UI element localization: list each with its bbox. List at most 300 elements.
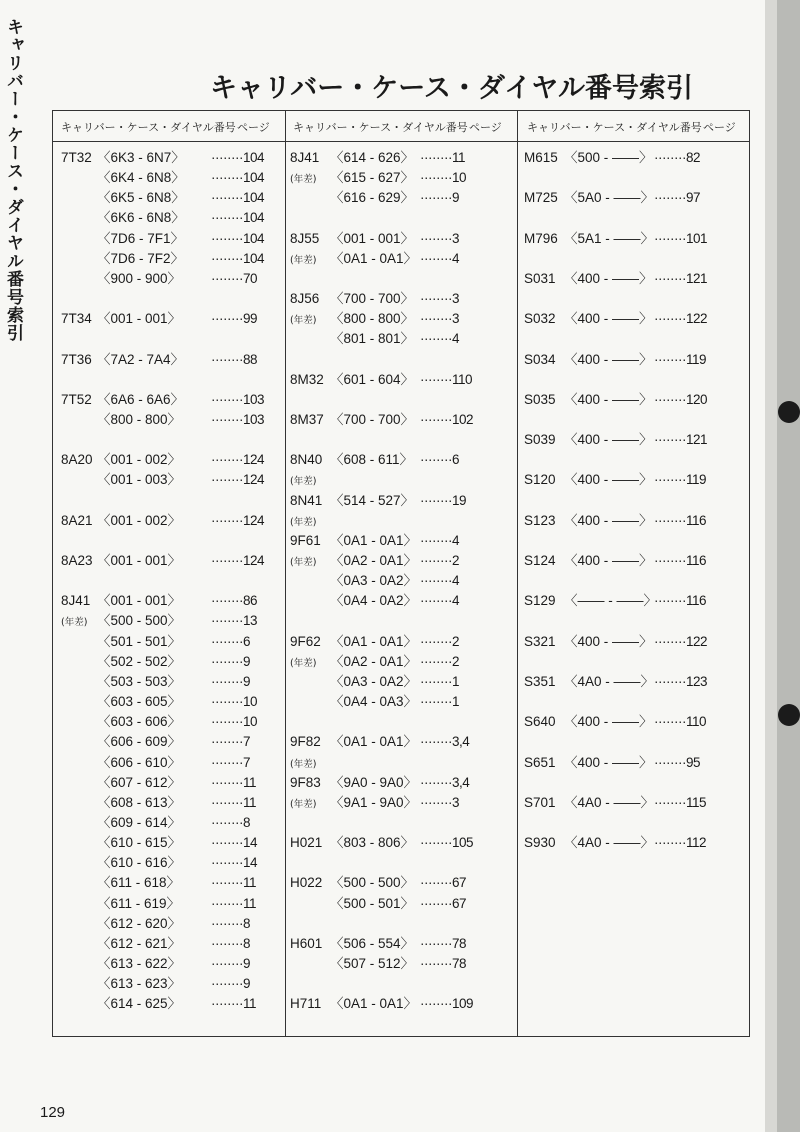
case-dial-range: 〈400 - ――〉 — [564, 432, 653, 448]
annual-note: (年差) — [290, 798, 317, 810]
dot-leader: ········ — [211, 210, 243, 226]
page-reference — [420, 229, 459, 249]
dot-leader: ········ — [211, 754, 243, 770]
page-reference — [420, 652, 459, 672]
case-dial-range: 〈400 - ――〉 — [564, 351, 653, 367]
dot-leader: ········ — [211, 976, 243, 992]
page-title: キャリバー・ケース・ダイヤル番号索引 — [210, 73, 694, 104]
caliber-code: M725 — [524, 190, 558, 206]
page-reference — [654, 833, 706, 853]
case-dial-range: 〈616 - 629〉 — [330, 190, 415, 206]
spacer-row — [290, 914, 510, 934]
page-value: 3,4 — [451, 734, 470, 750]
page-value: 116 — [685, 553, 706, 568]
page-value: 101 — [685, 230, 707, 246]
caliber-code: S930 — [524, 835, 556, 851]
page-value: 104 — [242, 210, 264, 226]
page-reference — [211, 732, 250, 752]
page-reference — [211, 793, 256, 813]
page-reference — [654, 430, 707, 450]
page-edge — [765, 0, 777, 1132]
index-entry — [61, 551, 281, 571]
page-reference — [211, 249, 264, 269]
index-entry — [61, 773, 281, 793]
index-entry — [290, 692, 510, 712]
page-reference — [420, 249, 459, 269]
dot-leader: ········ — [211, 391, 243, 407]
case-dial-range: 〈606 - 610〉 — [97, 754, 182, 770]
page-reference — [211, 148, 264, 168]
page-value: 88 — [242, 351, 257, 367]
page-value: 67 — [451, 895, 466, 911]
index-entry — [290, 511, 510, 531]
dot-leader: ········ — [211, 170, 243, 186]
case-dial-range: 〈900 - 900〉 — [97, 270, 182, 286]
spacer-row — [524, 813, 744, 833]
page-reference — [211, 954, 250, 974]
page-value: 7 — [242, 734, 250, 750]
index-entry — [61, 148, 281, 168]
case-dial-range: 〈400 - ――〉 — [564, 472, 653, 488]
page-reference — [420, 994, 473, 1014]
page-value: 112 — [685, 835, 706, 851]
index-entry — [290, 873, 510, 893]
dot-leader: ········ — [211, 512, 243, 528]
caliber-code: 7T32 — [61, 150, 92, 165]
case-dial-range: 〈608 - 613〉 — [97, 794, 182, 810]
page-reference — [654, 793, 706, 813]
page-reference — [211, 652, 250, 672]
spacer-row — [290, 208, 510, 228]
column-header — [293, 119, 509, 135]
page-value: 78 — [451, 935, 466, 951]
dot-leader: ········ — [654, 512, 686, 528]
dot-leader: ········ — [211, 714, 243, 730]
case-dial-range: 〈0A1 - 0A1〉 — [330, 633, 418, 649]
caliber-code: 8N41 — [290, 492, 323, 508]
dot-leader: ········ — [211, 956, 243, 971]
case-dial-range: 〈609 - 614〉 — [97, 814, 182, 830]
page-value: 95 — [685, 754, 700, 770]
dot-leader: ········ — [211, 875, 243, 891]
page-reference — [420, 370, 472, 390]
page-reference — [211, 390, 264, 410]
dot-leader: ········ — [211, 915, 243, 931]
page-reference — [654, 390, 707, 410]
dot-leader: ········ — [420, 250, 452, 266]
page-value: 4 — [451, 331, 459, 347]
index-entry — [61, 793, 281, 813]
dot-leader: ········ — [654, 432, 686, 448]
column-header-page: ページ — [703, 121, 736, 134]
case-dial-range: 〈613 - 623〉 — [97, 976, 182, 992]
page-reference — [211, 410, 264, 430]
spacer-row — [524, 611, 744, 631]
case-dial-range: 〈400 - ――〉 — [564, 754, 653, 770]
case-dial-range: 〈400 - ――〉 — [564, 714, 653, 730]
page-reference — [211, 692, 257, 712]
dot-leader: ········ — [420, 190, 452, 206]
case-dial-range: 〈400 - ――〉 — [564, 311, 653, 327]
page-reference — [654, 672, 707, 692]
column-divider — [517, 111, 518, 1036]
page-reference — [420, 309, 459, 329]
page-reference — [211, 208, 264, 228]
dot-leader: ········ — [211, 814, 243, 830]
annual-note: (年差) — [290, 315, 317, 327]
case-dial-range: 〈700 - 700〉 — [330, 291, 415, 307]
page-reference — [654, 591, 706, 611]
page-reference — [211, 632, 250, 652]
caliber-code: 8J41 — [61, 593, 91, 609]
page-value: 104 — [242, 250, 264, 266]
caliber-code: 8A20 — [61, 452, 93, 468]
page-value: 11 — [242, 895, 256, 911]
case-dial-range: 〈601 - 604〉 — [330, 371, 415, 387]
case-dial-range: 〈6K3 - 6N7〉 — [97, 150, 185, 165]
dot-leader: ········ — [211, 593, 243, 609]
case-dial-range: 〈001 - 002〉 — [97, 512, 182, 528]
index-entry — [290, 168, 510, 188]
case-dial-range: 〈0A1 - 0A1〉 — [330, 996, 418, 1012]
dot-leader: ········ — [211, 150, 243, 165]
page-reference — [211, 511, 264, 531]
dot-leader: ········ — [211, 250, 243, 266]
page-value: 109 — [451, 996, 473, 1012]
case-dial-range: 〈801 - 801〉 — [330, 331, 415, 347]
case-dial-range: 〈0A3 - 0A2〉 — [330, 673, 418, 689]
page-value: 104 — [242, 190, 264, 206]
case-dial-range: 〈0A2 - 0A1〉 — [330, 553, 418, 568]
case-dial-range: 〈7D6 - 7F2〉 — [97, 250, 185, 266]
page-value: 124 — [242, 472, 264, 488]
annual-note: (年差) — [290, 254, 317, 266]
page-reference — [211, 994, 256, 1014]
index-entry — [290, 289, 510, 309]
page-value: 82 — [685, 150, 700, 165]
page-value: 123 — [685, 673, 707, 689]
page-value: 121 — [685, 432, 707, 448]
index-entry — [61, 753, 281, 773]
dot-leader: ········ — [420, 996, 452, 1012]
dot-leader: ········ — [654, 714, 686, 730]
page-reference — [420, 773, 469, 793]
page-value: 110 — [451, 371, 472, 387]
index-entry — [61, 611, 281, 631]
dot-leader: ········ — [420, 371, 452, 387]
page-reference — [211, 773, 256, 793]
page-value: 6 — [451, 452, 459, 468]
index-entry — [61, 712, 281, 732]
page-reference — [211, 309, 257, 329]
page-reference — [420, 450, 459, 470]
caliber-code: 7T34 — [61, 311, 92, 327]
page-reference — [654, 753, 700, 773]
case-dial-range: 〈612 - 621〉 — [97, 935, 182, 951]
index-entry — [61, 410, 281, 430]
case-dial-range: 〈9A0 - 9A0〉 — [330, 774, 418, 790]
page-reference — [211, 229, 264, 249]
spacer-row — [61, 531, 281, 551]
case-dial-range: 〈613 - 622〉 — [97, 956, 182, 971]
page-value: 3 — [451, 291, 459, 307]
index-entry — [290, 793, 510, 813]
dot-leader: ········ — [420, 653, 452, 669]
dot-leader: ········ — [654, 673, 686, 689]
dot-leader: ········ — [211, 613, 243, 629]
index-entry — [61, 672, 281, 692]
index-entry — [290, 833, 510, 853]
page-reference — [211, 934, 250, 954]
page-reference — [211, 914, 250, 934]
page-reference — [420, 833, 473, 853]
case-dial-range: 〈7A2 - 7A4〉 — [97, 351, 185, 367]
caliber-code: S351 — [524, 673, 556, 689]
index-entry — [524, 309, 744, 329]
dot-leader: ········ — [420, 694, 452, 710]
page-value: 9 — [242, 653, 250, 669]
spacer-row — [290, 390, 510, 410]
index-entry — [290, 188, 510, 208]
case-dial-range: 〈614 - 625〉 — [97, 996, 182, 1012]
spacer-row — [524, 531, 744, 551]
caliber-code: H022 — [290, 875, 323, 891]
dot-leader: ········ — [211, 673, 243, 689]
dot-leader: ········ — [654, 230, 686, 246]
page-value: 97 — [685, 190, 700, 206]
page-reference — [654, 551, 706, 571]
case-dial-range: 〈001 - 001〉 — [330, 230, 415, 246]
page-reference — [420, 873, 466, 893]
index-entry — [61, 470, 281, 490]
caliber-code: S701 — [524, 794, 556, 810]
spacer-row — [290, 430, 510, 450]
index-entry — [290, 934, 510, 954]
page-value: 9 — [451, 190, 459, 206]
case-dial-range: 〈0A4 - 0A2〉 — [330, 593, 418, 609]
spacer-row — [524, 692, 744, 712]
dot-leader: ········ — [420, 553, 452, 568]
caliber-code: S651 — [524, 754, 556, 770]
caliber-code: S123 — [524, 512, 556, 528]
page-value: 4 — [451, 532, 459, 548]
column-header-page: ページ — [237, 121, 270, 134]
case-dial-range: 〈800 - 800〉 — [330, 311, 415, 327]
case-dial-range: 〈4A0 - ――〉 — [564, 835, 655, 851]
spacer-row — [524, 732, 744, 752]
page-value: 67 — [451, 875, 466, 891]
spacer-row — [524, 450, 744, 470]
spacer-row — [290, 269, 510, 289]
dot-leader: ········ — [211, 835, 243, 851]
dot-leader: ········ — [420, 633, 452, 649]
page-reference — [654, 712, 706, 732]
caliber-code: 7T52 — [61, 391, 92, 407]
dot-leader: ········ — [420, 794, 452, 810]
dot-leader: ········ — [420, 452, 452, 468]
page-reference — [211, 269, 257, 289]
index-entry — [290, 954, 510, 974]
index-entry — [61, 692, 281, 712]
index-entry — [524, 229, 744, 249]
index-entry — [524, 712, 744, 732]
caliber-code: 9F61 — [290, 532, 321, 548]
case-dial-range: 〈800 - 800〉 — [97, 411, 182, 427]
dot-leader: ········ — [420, 150, 452, 165]
page-value: 119 — [685, 472, 706, 488]
annual-note: (年差) — [290, 557, 317, 568]
index-entry — [61, 954, 281, 974]
page-reference — [654, 350, 706, 370]
dot-leader: ········ — [420, 935, 452, 951]
page-reference — [654, 632, 707, 652]
page-value: 124 — [242, 512, 264, 528]
dot-leader: ········ — [654, 593, 686, 609]
index-entry — [61, 853, 281, 873]
dot-leader: ········ — [420, 331, 452, 347]
dot-leader: ········ — [420, 170, 452, 186]
dot-leader: ········ — [211, 190, 243, 206]
index-entry — [524, 511, 744, 531]
annual-note: (年差) — [290, 758, 317, 770]
page-reference — [420, 571, 459, 591]
index-entry — [290, 994, 510, 1014]
index-entry — [290, 732, 510, 752]
page-reference — [654, 309, 707, 329]
caliber-code: S039 — [524, 432, 556, 448]
page-value: 9 — [242, 956, 250, 971]
index-entry — [290, 450, 510, 470]
index-entry — [524, 430, 744, 450]
caliber-code: S321 — [524, 633, 556, 649]
dot-leader: ········ — [654, 835, 686, 851]
page-value: 11 — [242, 875, 256, 891]
page-reference — [211, 470, 264, 490]
dot-leader: ········ — [211, 855, 243, 871]
index-entry — [290, 773, 510, 793]
dot-leader: ········ — [654, 391, 686, 407]
case-dial-range: 〈0A3 - 0A2〉 — [330, 573, 418, 589]
page-reference — [211, 350, 257, 370]
index-entry — [61, 894, 281, 914]
case-dial-range: 〈500 - 500〉 — [97, 613, 182, 629]
case-dial-range: 〈0A1 - 0A1〉 — [330, 734, 418, 750]
page-value: 115 — [685, 794, 706, 810]
case-dial-range: 〈803 - 806〉 — [330, 835, 415, 851]
page-value: 10 — [451, 170, 466, 186]
page-value: 11 — [242, 774, 256, 790]
spacer-row — [524, 652, 744, 672]
case-dial-range: 〈001 - 001〉 — [97, 553, 182, 568]
column-header — [527, 119, 743, 135]
case-dial-range: 〈610 - 615〉 — [97, 835, 182, 851]
side-index-label: キャリバー・ケース・ダイヤル番号索引 — [3, 18, 23, 342]
dot-leader: ········ — [420, 492, 452, 508]
caliber-code: 8A23 — [61, 553, 93, 568]
page-reference — [420, 491, 466, 511]
caliber-code: 8N40 — [290, 452, 323, 468]
page-value: 105 — [451, 835, 473, 851]
spacer-row — [290, 813, 510, 833]
index-entry — [61, 309, 281, 329]
index-entry — [524, 148, 744, 168]
index-entry — [61, 934, 281, 954]
caliber-code: 8M32 — [290, 371, 324, 387]
index-entry — [290, 229, 510, 249]
case-dial-range: 〈6K5 - 6N8〉 — [97, 190, 185, 206]
index-entry — [524, 350, 744, 370]
index-entry — [61, 390, 281, 410]
index-entry — [524, 632, 744, 652]
index-entry — [290, 329, 510, 349]
dot-leader: ········ — [420, 673, 452, 689]
dot-leader: ········ — [420, 411, 452, 427]
case-dial-range: 〈400 - ――〉 — [564, 512, 653, 528]
spacer-row — [524, 491, 744, 511]
page-value: 4 — [451, 573, 459, 589]
page-value: 116 — [685, 593, 706, 609]
binder-hole — [778, 704, 800, 726]
dot-leader: ········ — [654, 754, 686, 770]
caliber-code: S640 — [524, 714, 556, 730]
index-entry — [290, 632, 510, 652]
spacer-row — [524, 410, 744, 430]
case-dial-range: 〈6K4 - 6N8〉 — [97, 170, 185, 186]
case-dial-range: 〈606 - 609〉 — [97, 734, 182, 750]
index-entry — [290, 370, 510, 390]
case-dial-range: 〈608 - 611〉 — [330, 452, 414, 468]
page-value: 3,4 — [451, 774, 470, 790]
dot-leader: ········ — [420, 835, 452, 851]
page-value: 86 — [242, 593, 257, 609]
index-entry — [61, 450, 281, 470]
dot-leader: ········ — [211, 895, 243, 911]
caliber-code: 8A21 — [61, 512, 93, 528]
index-entry — [61, 813, 281, 833]
index-entry — [61, 632, 281, 652]
annual-note: (年差) — [290, 516, 317, 528]
caliber-code: 7T36 — [61, 351, 92, 367]
case-dial-range: 〈501 - 501〉 — [97, 633, 182, 649]
dot-leader: ········ — [420, 230, 452, 246]
page-value: 2 — [451, 633, 459, 649]
spacer-row — [524, 249, 744, 269]
dot-leader: ········ — [420, 875, 452, 891]
page-value: 120 — [685, 391, 707, 407]
dot-leader: ········ — [211, 935, 243, 951]
index-entry — [290, 249, 510, 269]
page-value: 99 — [242, 311, 257, 327]
caliber-code: H711 — [290, 996, 322, 1012]
page-reference — [654, 229, 707, 249]
index-entry — [290, 470, 510, 490]
spacer-row — [61, 289, 281, 309]
page-reference — [420, 591, 459, 611]
caliber-code: H601 — [290, 935, 323, 951]
page-value: 3 — [451, 230, 459, 246]
page-value: 6 — [242, 633, 250, 649]
page-value: 104 — [242, 230, 264, 246]
annual-note: (年差) — [61, 617, 88, 629]
index-entry — [61, 511, 281, 531]
page-value: 9 — [242, 673, 250, 689]
spacer-row — [524, 773, 744, 793]
page-value: 104 — [242, 170, 264, 186]
column-header-label: キャリバー・ケース・ダイヤル番号 — [61, 121, 236, 134]
page-reference — [420, 732, 469, 752]
binder-hole — [778, 401, 800, 423]
page-reference — [211, 611, 257, 631]
